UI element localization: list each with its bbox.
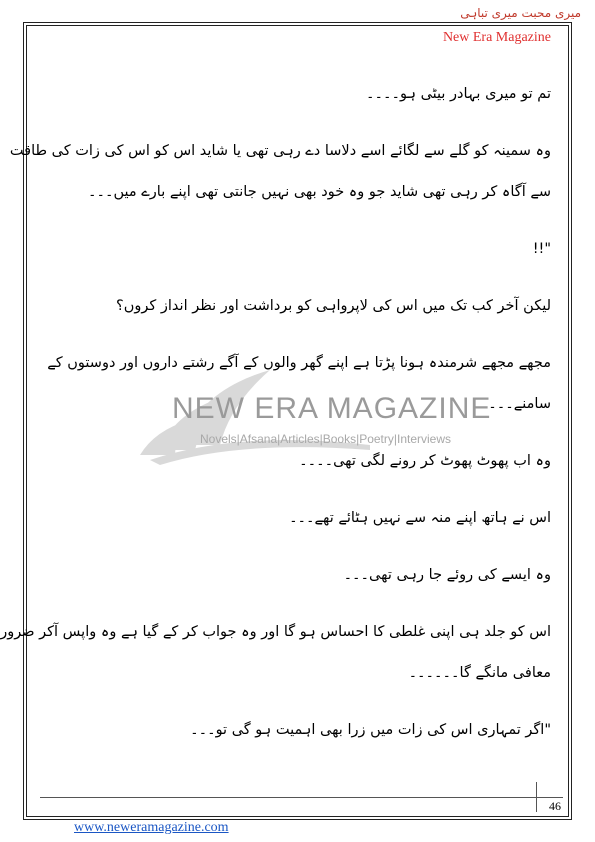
- text-line: اس کو جلد ہی اپنی غلطی کا احساس ہو گا اور وہ جواب کر کے گیا ہے وہ واپس آکر ضرور: [0, 624, 551, 640]
- watermark-title: NEW ERA MAGAZINE: [172, 392, 492, 425]
- book-title: میری محبت میری تباہی: [460, 6, 581, 20]
- text-line: "!!: [532, 241, 551, 257]
- text-line: وہ ایسے کی روئے جا رہی تھی۔۔۔: [343, 567, 551, 583]
- magazine-name: New Era Magazine: [442, 30, 551, 45]
- footer-rule: [40, 797, 563, 798]
- text-line: سامنے۔۔۔: [488, 396, 551, 412]
- text-line: وہ سمینہ کو گلے سے لگائے اسے دلاسا دے رہی تھی یا شاید اس کو اس کی زات کی طاقت: [9, 143, 551, 159]
- watermark-subtitle: Novels|Afsana|Articles|Books|Poetry|Interviews: [200, 432, 452, 446]
- page-number: 46: [549, 799, 561, 813]
- text-line: مجھے مجھے شرمندہ ہونا پڑتا ہے اپنے گھر والوں کے آگے رشتے داروں اور دوستوں کے: [47, 355, 551, 371]
- website-link[interactable]: www.neweramagazine.com: [74, 820, 229, 835]
- text-line: لیکن آخر کب تک میں اس کی لاپرواہی کو برداشت اور نظر انداز کروں؟: [116, 298, 551, 314]
- text-line: وہ اب پھوٹ پھوٹ کر رونے لگی تھی۔۔۔۔: [299, 453, 551, 469]
- text-line: معافی مانگے گا۔۔۔۔۔۔: [408, 665, 551, 681]
- text-line: سے آگاہ کر رہی تھی شاید جو وہ خود بھی نہیں جانتی تھی اپنے بارے میں۔۔۔: [88, 184, 551, 200]
- text-line: اس نے ہاتھ اپنے منہ سے نہیں ہٹائے تھے۔۔۔: [289, 510, 551, 526]
- text-line: "اگر تمہاری اس کی زات میں زرا بھی اہمیت ہو گی تو۔۔۔: [190, 722, 551, 738]
- text-line: تم تو میری بہادر بیٹی ہو۔۔۔۔: [365, 86, 551, 102]
